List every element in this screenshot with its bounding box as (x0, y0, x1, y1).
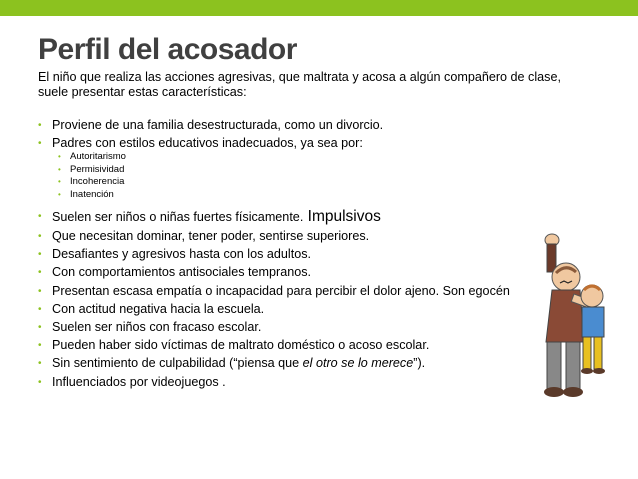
sub-bullet-item: • Autoritarismo (58, 151, 358, 164)
bullet-item: • Suelen ser niños con fracaso escolar. (38, 320, 598, 338)
bullet-item: • Presentan escasa empatía o incapacidad para percibir el dolor ajeno. Son egocén (38, 284, 598, 302)
top-bullet-list (38, 118, 598, 154)
bullet-item: • Influenciados por videojuegos . (38, 375, 598, 393)
bullet-item: • Padres con estilos educativos inadecuados, ya sea por: (38, 136, 598, 151)
sub-bullet-item: • Permisividad (58, 164, 358, 177)
bullet-item: • Pueden haber sido víctimas de maltrato doméstico o acoso escolar. (38, 338, 598, 356)
top-accent-bar (0, 0, 638, 16)
bullet-item: • Con comportamientos antisociales tempranos. (38, 265, 598, 283)
bullet-item: • Proviene de una familia desestructurada, como un divorcio. (38, 118, 598, 133)
bullet-item: • Desafiantes y agresivos hasta con los adultos. (38, 247, 598, 265)
bullet-text: Sin sentimiento de culpabilidad (“piensa que (52, 356, 303, 371)
bullet-italic-text: el otro se lo merece (302, 356, 414, 371)
sub-bullet-list (58, 151, 358, 201)
bullet-item (38, 356, 598, 374)
bullet-item (38, 209, 598, 229)
bullet-text: Suelen ser niños o niñas fuertes físicamente. (52, 210, 304, 224)
sub-bullet-item: • Incoherencia (58, 176, 358, 189)
bullet-item: • Con actitud negativa hacia la escuela. (38, 302, 598, 320)
bully-illustration (530, 232, 610, 422)
intro-text: El niño que realiza las acciones agresivas, que maltrata y acosa a algún compañero de clase, suele presentar estas características: (38, 70, 561, 99)
main-bullet-list (38, 209, 598, 393)
page-title: Perfil del acosador (38, 33, 297, 66)
sub-bullet-item: • Inatención (58, 189, 358, 202)
bullet-item: • Que necesitan dominar, tener poder, sentirse superiores. (38, 229, 598, 247)
bullet-impulsivos-text: Impulsivos (303, 208, 381, 225)
bullet-text-end: ”). (413, 356, 426, 371)
